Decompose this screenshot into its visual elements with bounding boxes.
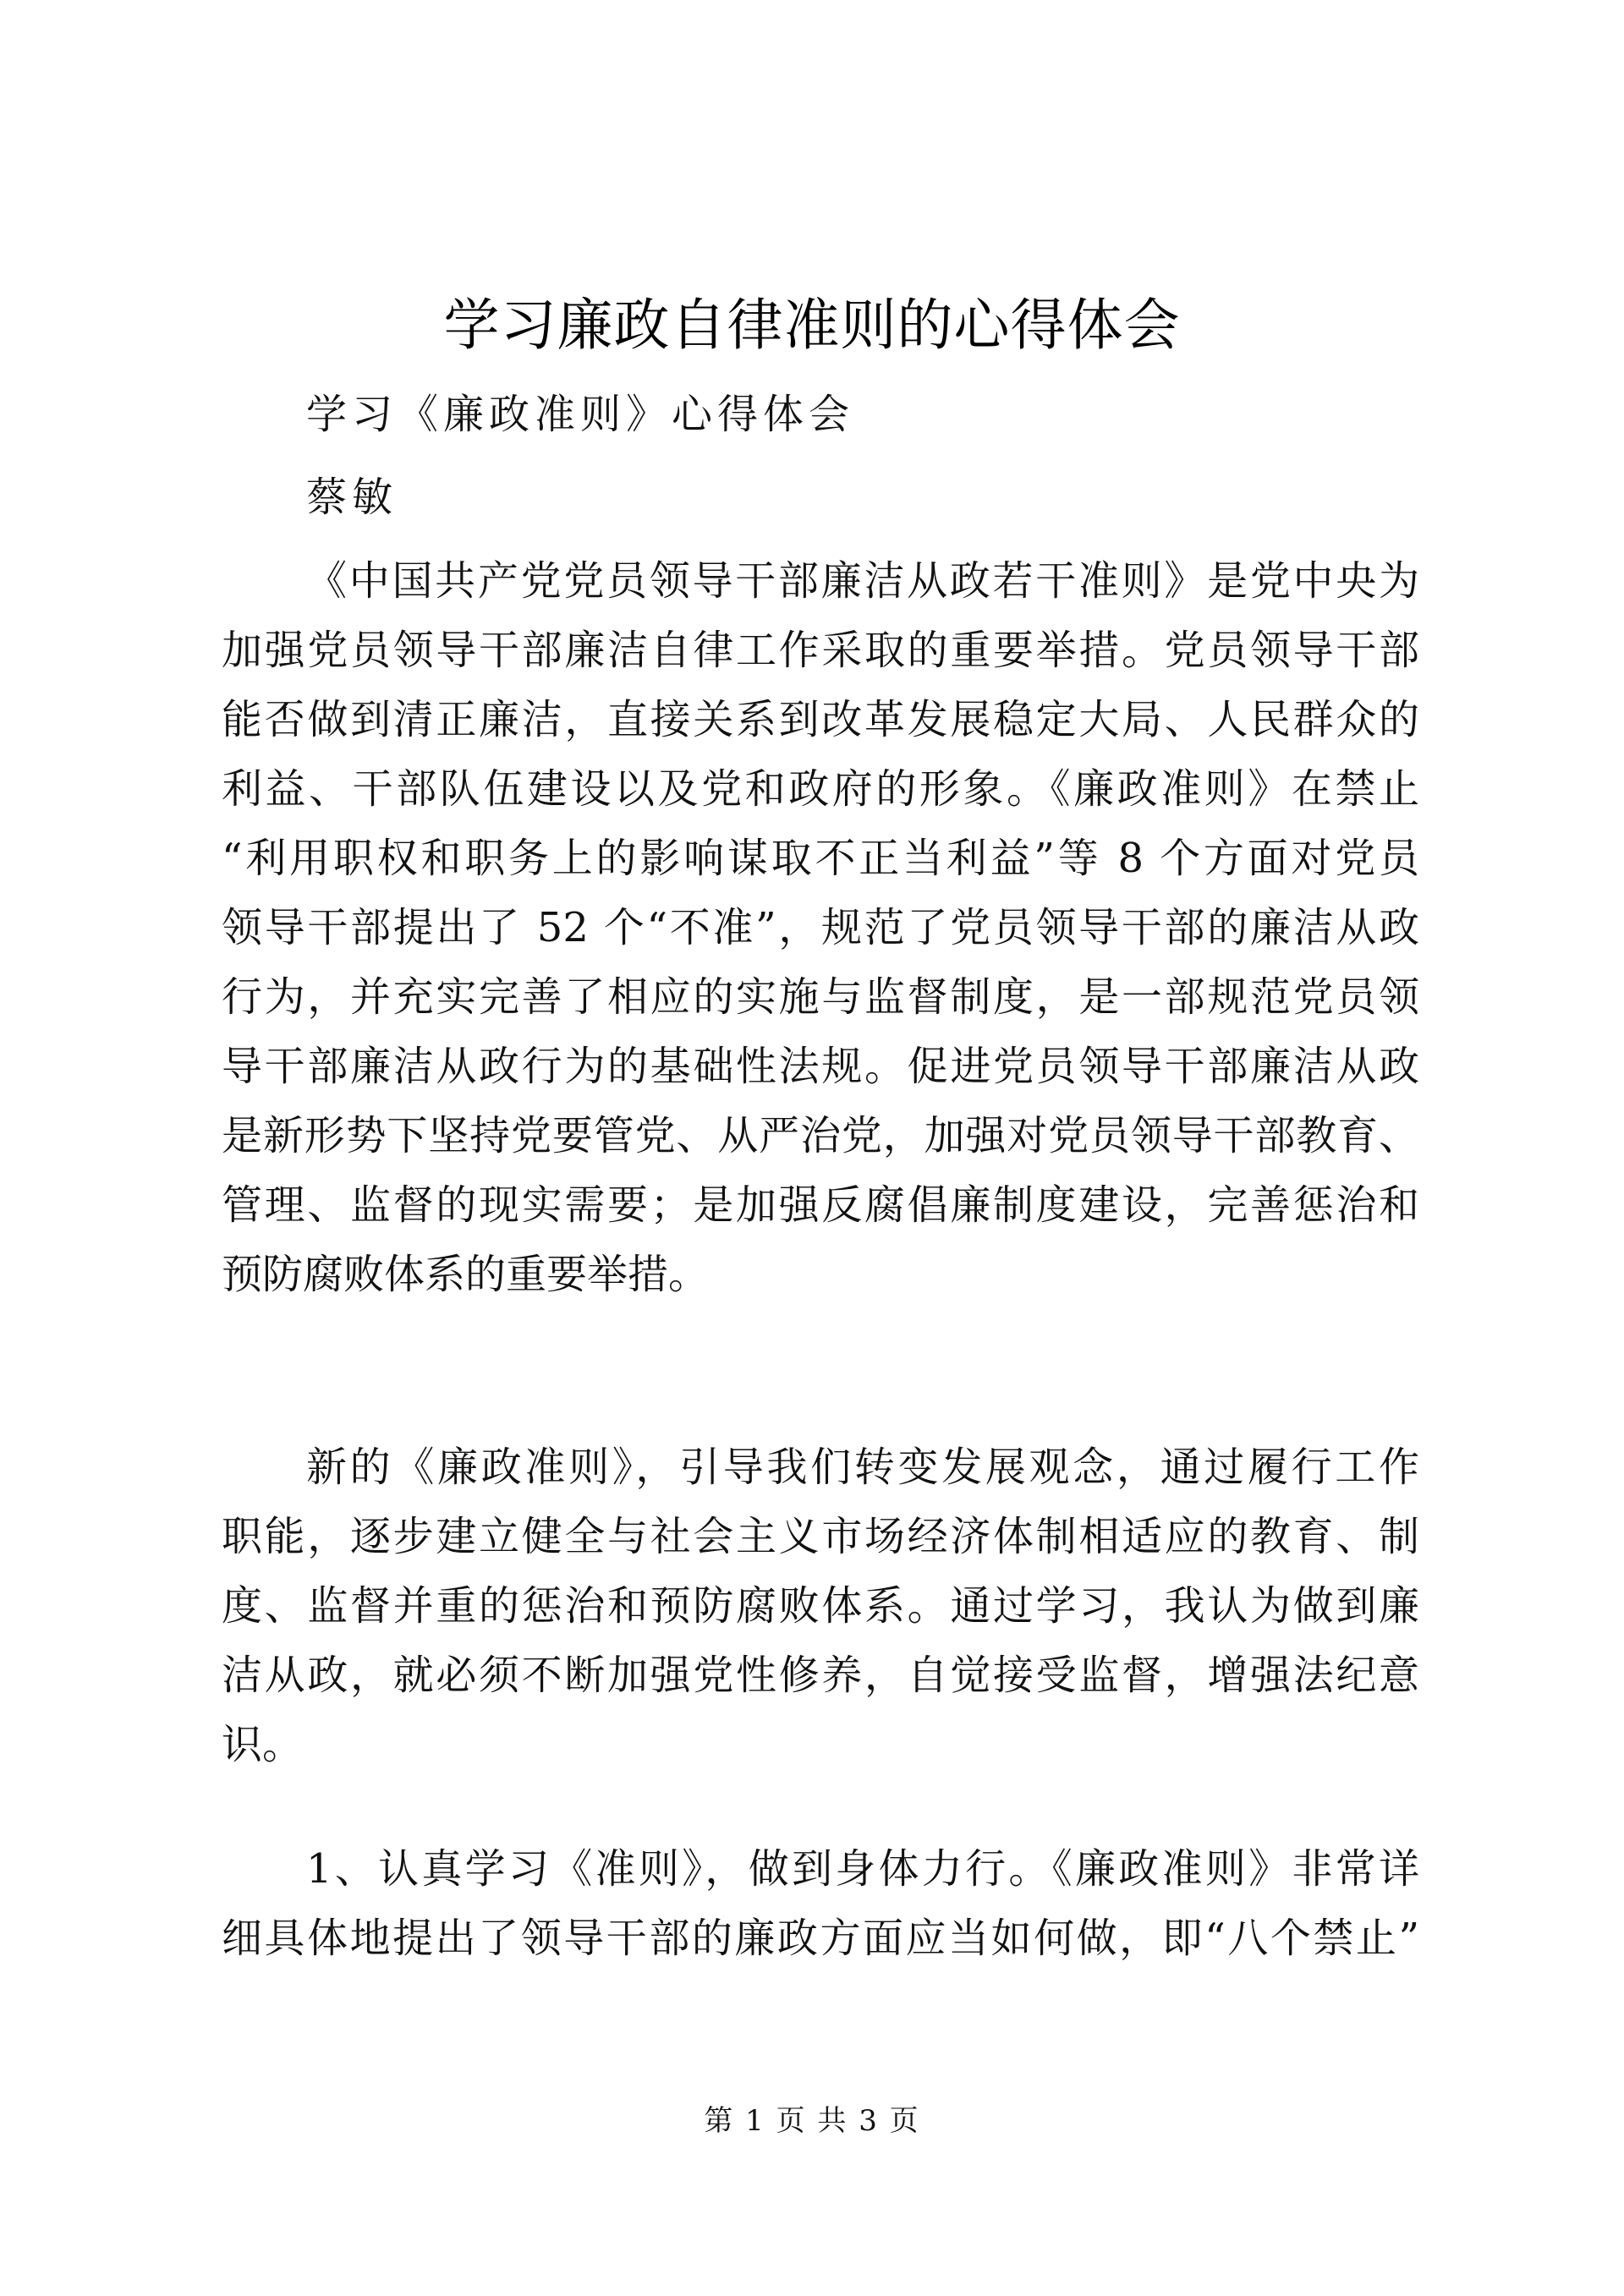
paragraph-line: 洁从政，就必须不断加强党性修养，自觉接受监督，增强法纪意 (222, 1652, 1419, 1699)
paragraph-line: 《中国共产党党员领导干部廉洁从政若干准则》是党中央为 (306, 557, 1419, 605)
paragraph-line: 能否做到清正廉洁，直接关系到改革发展稳定大局、人民群众的 (222, 696, 1419, 743)
paragraph-line: 加强党员领导干部廉洁自律工作采取的重要举措。党员领导干部 (222, 627, 1419, 674)
paragraph-line: 新的《廉政准则》，引导我们转变发展观念，通过履行工作 (306, 1444, 1419, 1491)
document-subtitle: 学习《廉政准则》心得体会 (306, 391, 855, 438)
paragraph-line: 行为，并充实完善了相应的实施与监督制度，是一部规范党员领 (222, 973, 1419, 1021)
paragraph-line: 细具体地提出了领导干部的廉政方面应当如何做，即“八个禁止” (222, 1915, 1419, 1962)
document-title: 学习廉政自律准则的心得体会 (443, 293, 1181, 358)
paragraph-line: 1、认真学习《准则》，做到身体力行。《廉政准则》非常详 (306, 1845, 1419, 1893)
paragraph-line: 是新形势下坚持党要管党、从严治党，加强对党员领导干部教育、 (222, 1112, 1419, 1159)
page-number-footer: 第 1 页 共 3 页 (704, 2104, 920, 2138)
paragraph-line: 利益、干部队伍建设以及党和政府的形象。《廉政准则》在禁止 (222, 765, 1419, 813)
paragraph-line: 导干部廉洁从政行为的基础性法规。促进党员领导干部廉洁从政 (222, 1043, 1419, 1090)
paragraph-line: 预防腐败体系的重要举措。 (222, 1251, 710, 1298)
paragraph-line: 领导干部提出了 52 个“不准”，规范了党员领导干部的廉洁从政 (222, 904, 1419, 951)
document-author: 蔡敏 (306, 474, 398, 521)
paragraph-line: 职能，逐步建立健全与社会主义市场经济体制相适应的教育、制 (222, 1513, 1419, 1560)
paragraph-line: 识。 (222, 1721, 304, 1768)
paragraph-line: 度、监督并重的惩治和预防腐败体系。通过学习，我认为做到廉 (222, 1582, 1419, 1630)
paragraph-line: 管理、监督的现实需要；是加强反腐倡廉制度建设，完善惩治和 (222, 1181, 1419, 1229)
paragraph-line: “利用职权和职务上的影响谋取不正当利益”等 8 个方面对党员 (222, 835, 1419, 882)
